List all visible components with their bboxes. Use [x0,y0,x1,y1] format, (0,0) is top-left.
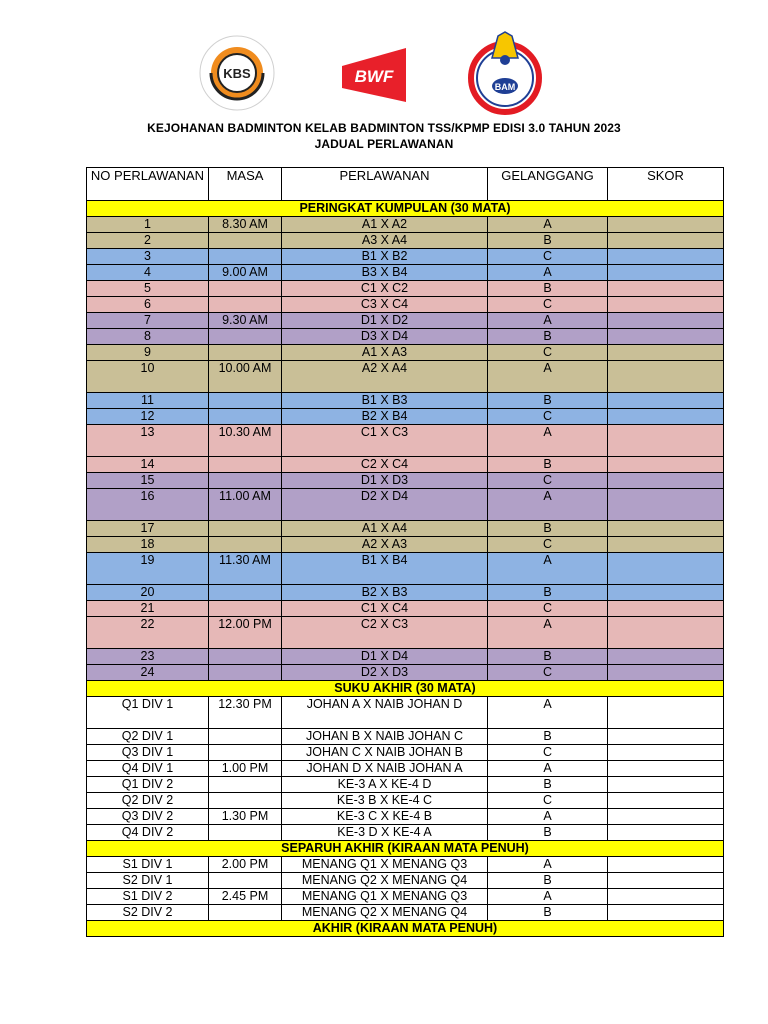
cell-no: S1 DIV 1 [87,857,209,873]
cell-perlawanan: KE-3 C X KE-4 B [282,809,488,825]
cell-masa: 2.00 PM [209,857,282,873]
table-row [87,425,724,457]
cell-gelanggang: C [488,745,608,761]
cell-perlawanan: MENANG Q2 X MENANG Q4 [282,905,488,921]
cell-skor [608,521,724,537]
cell-masa: 1.00 PM [209,761,282,777]
cell-no: 12 [87,409,209,425]
cell-skor [608,825,724,841]
cell-skor [608,345,724,361]
cell-gelanggang: A [488,553,608,585]
cell-masa [209,345,282,361]
cell-gelanggang: A [488,697,608,729]
cell-gelanggang: A [488,489,608,521]
bam-logo-text: BAM [494,82,516,92]
table-row [87,281,724,297]
cell-perlawanan: A3 X A4 [282,233,488,249]
section-title: SEPARUH AKHIR (KIRAAN MATA PENUH) [87,841,724,857]
cell-no: Q3 DIV 1 [87,745,209,761]
cell-masa [209,473,282,489]
cell-perlawanan: C1 X C2 [282,281,488,297]
cell-gelanggang: B [488,457,608,473]
cell-no: 9 [87,345,209,361]
cell-masa [209,585,282,601]
cell-masa [209,393,282,409]
cell-perlawanan: D1 X D3 [282,473,488,489]
cell-gelanggang: B [488,281,608,297]
column-header-skor: SKOR [608,168,724,201]
cell-skor [608,649,724,665]
cell-skor [608,665,724,681]
cell-gelanggang: A [488,217,608,233]
cell-masa: 11.00 AM [209,489,282,521]
table-row [87,761,724,777]
cell-perlawanan: C3 X C4 [282,297,488,313]
cell-no: 3 [87,249,209,265]
table-row [87,617,724,649]
cell-skor [608,729,724,745]
cell-skor [608,889,724,905]
cell-perlawanan: C2 X C4 [282,457,488,473]
table-row [87,873,724,889]
cell-gelanggang: C [488,409,608,425]
cell-gelanggang: A [488,889,608,905]
table-row [87,809,724,825]
cell-masa [209,873,282,889]
cell-perlawanan: A1 X A4 [282,521,488,537]
cell-masa [209,233,282,249]
cell-gelanggang: C [488,665,608,681]
cell-skor [608,425,724,457]
cell-no: Q1 DIV 2 [87,777,209,793]
cell-skor [608,473,724,489]
table-row [87,889,724,905]
cell-perlawanan: JOHAN A X NAIB JOHAN D [282,697,488,729]
cell-masa [209,729,282,745]
cell-no: 15 [87,473,209,489]
cell-skor [608,745,724,761]
table-row [87,729,724,745]
cell-masa [209,457,282,473]
cell-no: 2 [87,233,209,249]
cell-no: Q2 DIV 2 [87,793,209,809]
cell-perlawanan: KE-3 D X KE-4 A [282,825,488,841]
cell-no: 16 [87,489,209,521]
cell-masa [209,777,282,793]
cell-perlawanan: MENANG Q1 X MENANG Q3 [282,857,488,873]
cell-masa: 9.30 AM [209,313,282,329]
cell-gelanggang: C [488,537,608,553]
cell-skor [608,489,724,521]
cell-no: 6 [87,297,209,313]
cell-gelanggang: A [488,809,608,825]
cell-perlawanan: B2 X B3 [282,585,488,601]
cell-masa: 1.30 PM [209,809,282,825]
cell-skor [608,601,724,617]
cell-no: 21 [87,601,209,617]
cell-gelanggang: A [488,361,608,393]
table-row [87,793,724,809]
cell-perlawanan: MENANG Q2 X MENANG Q4 [282,873,488,889]
table-row [87,521,724,537]
cell-gelanggang: B [488,905,608,921]
cell-gelanggang: B [488,649,608,665]
cell-perlawanan: B1 X B2 [282,249,488,265]
bwf-logo [336,44,412,106]
cell-gelanggang: B [488,825,608,841]
cell-gelanggang: A [488,857,608,873]
cell-no: 1 [87,217,209,233]
cell-gelanggang: B [488,521,608,537]
cell-no: Q4 DIV 1 [87,761,209,777]
cell-no: 13 [87,425,209,457]
table-row [87,777,724,793]
cell-masa: 10.30 AM [209,425,282,457]
table-row [87,329,724,345]
cell-gelanggang: C [488,297,608,313]
cell-no: 14 [87,457,209,473]
cell-skor [608,537,724,553]
bwf-logo-text: BWF [354,67,394,86]
cell-masa [209,793,282,809]
cell-gelanggang: C [488,249,608,265]
table-row [87,553,724,585]
cell-perlawanan: C2 X C3 [282,617,488,649]
table-row [87,297,724,313]
cell-gelanggang: B [488,777,608,793]
cell-skor [608,313,724,329]
cell-no: 22 [87,617,209,649]
cell-skor [608,457,724,473]
cell-skor [608,329,724,345]
column-header-no: NO PERLAWANAN [87,168,209,201]
cell-perlawanan: JOHAN B X NAIB JOHAN C [282,729,488,745]
section-header-row [87,201,724,217]
cell-skor [608,617,724,649]
cell-gelanggang: A [488,313,608,329]
table-body [87,201,724,937]
cell-perlawanan: KE-3 A X KE-4 D [282,777,488,793]
cell-no: 23 [87,649,209,665]
cell-perlawanan: JOHAN D X NAIB JOHAN A [282,761,488,777]
cell-skor [608,873,724,889]
cell-no: 5 [87,281,209,297]
document-title: KEJOHANAN BADMINTON KELAB BADMINTON TSS/KPMP EDISI 3.0 TAHUN 2023 [147,121,621,135]
column-header-gelanggang: GELANGGANG [488,168,608,201]
table-row [87,217,724,233]
table-row [87,233,724,249]
cell-perlawanan: B1 X B3 [282,393,488,409]
cell-skor [608,809,724,825]
cell-no: S1 DIV 2 [87,889,209,905]
table-row [87,313,724,329]
cell-no: 20 [87,585,209,601]
cell-gelanggang: B [488,233,608,249]
table-row [87,857,724,873]
cell-skor [608,585,724,601]
cell-no: 24 [87,665,209,681]
document-subtitle: JADUAL PERLAWANAN [314,137,454,151]
cell-skor [608,233,724,249]
table-row [87,537,724,553]
cell-masa [209,825,282,841]
cell-masa: 9.00 AM [209,265,282,281]
cell-perlawanan: D3 X D4 [282,329,488,345]
table-row [87,361,724,393]
cell-masa [209,905,282,921]
table-row [87,489,724,521]
table-row [87,825,724,841]
cell-no: Q1 DIV 1 [87,697,209,729]
cell-skor [608,793,724,809]
cell-no: 10 [87,361,209,393]
logo-bar [0,28,768,116]
column-header-masa: MASA [209,168,282,201]
cell-no: 17 [87,521,209,537]
table-row [87,473,724,489]
cell-skor [608,217,724,233]
cell-perlawanan: A2 X A4 [282,361,488,393]
cell-perlawanan: C1 X C4 [282,601,488,617]
table-row [87,265,724,281]
cell-masa [209,537,282,553]
cell-masa: 12.00 PM [209,617,282,649]
cell-skor [608,297,724,313]
table-row [87,601,724,617]
cell-masa: 11.30 AM [209,553,282,585]
section-header-row [87,921,724,937]
cell-skor [608,409,724,425]
table-row [87,649,724,665]
section-header-row [87,681,724,697]
cell-gelanggang: C [488,601,608,617]
table-header-row [87,168,724,201]
match-schedule-table [86,167,724,937]
cell-masa [209,409,282,425]
cell-perlawanan: C1 X C3 [282,425,488,457]
cell-skor [608,777,724,793]
cell-no: 8 [87,329,209,345]
cell-no: 11 [87,393,209,409]
cell-perlawanan: MENANG Q1 X MENANG Q3 [282,889,488,905]
cell-masa: 10.00 AM [209,361,282,393]
cell-gelanggang: A [488,617,608,649]
cell-gelanggang: A [488,425,608,457]
table-row [87,249,724,265]
cell-perlawanan: A2 X A3 [282,537,488,553]
cell-no: 7 [87,313,209,329]
section-title: AKHIR (KIRAAN MATA PENUH) [87,921,724,937]
cell-no: 4 [87,265,209,281]
cell-masa [209,249,282,265]
cell-no: Q3 DIV 2 [87,809,209,825]
cell-skor [608,265,724,281]
cell-perlawanan: B2 X B4 [282,409,488,425]
table-row [87,665,724,681]
cell-gelanggang: A [488,265,608,281]
table-row [87,393,724,409]
cell-masa [209,329,282,345]
section-title: SUKU AKHIR (30 MATA) [87,681,724,697]
table-row [87,585,724,601]
cell-perlawanan: A1 X A3 [282,345,488,361]
cell-gelanggang: C [488,793,608,809]
cell-skor [608,761,724,777]
cell-skor [608,249,724,265]
cell-skor [608,697,724,729]
table-row [87,457,724,473]
section-header-row [87,841,724,857]
cell-no: 18 [87,537,209,553]
cell-gelanggang: A [488,761,608,777]
cell-skor [608,393,724,409]
cell-perlawanan: JOHAN C X NAIB JOHAN B [282,745,488,761]
cell-perlawanan: KE-3 B X KE-4 C [282,793,488,809]
table-row [87,745,724,761]
cell-no: Q4 DIV 2 [87,825,209,841]
section-title: PERINGKAT KUMPULAN (30 MATA) [87,201,724,217]
cell-masa [209,281,282,297]
cell-masa [209,665,282,681]
cell-masa [209,601,282,617]
cell-perlawanan: A1 X A2 [282,217,488,233]
bam-logo [462,30,548,116]
cell-skor [608,905,724,921]
cell-no: S2 DIV 1 [87,873,209,889]
cell-gelanggang: B [488,729,608,745]
cell-masa [209,297,282,313]
cell-perlawanan: D2 X D3 [282,665,488,681]
cell-perlawanan: D1 X D4 [282,649,488,665]
table-row [87,905,724,921]
cell-skor [608,281,724,297]
table-row [87,697,724,729]
cell-gelanggang: B [488,393,608,409]
cell-masa [209,649,282,665]
cell-gelanggang: B [488,873,608,889]
cell-masa: 2.45 PM [209,889,282,905]
cell-perlawanan: D2 X D4 [282,489,488,521]
cell-skor [608,361,724,393]
cell-gelanggang: C [488,473,608,489]
cell-perlawanan: D1 X D2 [282,313,488,329]
kbs-logo [190,32,284,114]
cell-perlawanan: B1 X B4 [282,553,488,585]
cell-no: Q2 DIV 1 [87,729,209,745]
cell-masa [209,745,282,761]
kbs-logo-text: KBS [223,66,251,81]
cell-masa: 8.30 AM [209,217,282,233]
cell-no: 19 [87,553,209,585]
cell-perlawanan: B3 X B4 [282,265,488,281]
cell-gelanggang: B [488,585,608,601]
cell-skor [608,553,724,585]
cell-masa [209,521,282,537]
column-header-perlawanan: PERLAWANAN [282,168,488,201]
cell-gelanggang: C [488,345,608,361]
table-row [87,345,724,361]
cell-no: S2 DIV 2 [87,905,209,921]
cell-gelanggang: B [488,329,608,345]
cell-masa: 12.30 PM [209,697,282,729]
table-row [87,409,724,425]
cell-skor [608,857,724,873]
